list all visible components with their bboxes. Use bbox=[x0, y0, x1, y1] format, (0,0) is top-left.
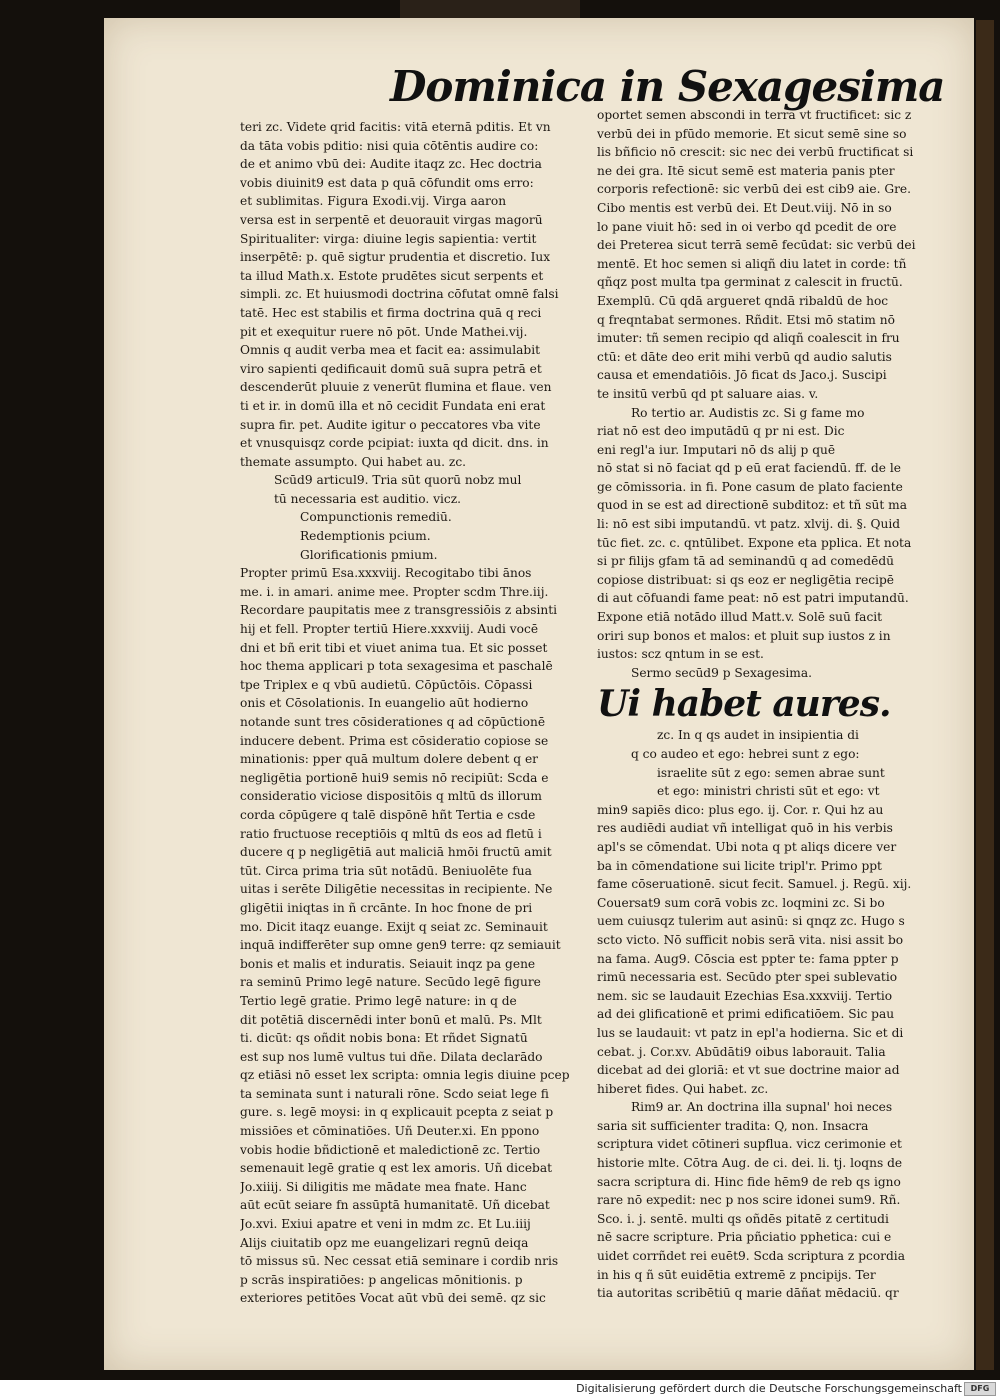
text-line: et vnusquisqz corde pcipiat: iuxta qd dicit. dns. in bbox=[240, 436, 549, 451]
text-line: Tertio legē gratie. Primo legē nature: in q de bbox=[240, 993, 517, 1008]
text-line: lis bñficio nō crescit: sic nec dei verbū fructificat si bbox=[597, 145, 914, 160]
text-line: tō missus sū. Nec cessat etiā seminare i cordib nris bbox=[240, 1254, 559, 1269]
text-line: Glorificationis pmium. bbox=[300, 547, 438, 562]
text-line: in his q ñ sūt euidētia extremē z pncipijs. Ter bbox=[597, 1267, 876, 1282]
text-line: et sublimitas. Figura Exodi.vij. Virga aaron bbox=[240, 194, 507, 209]
text-line: Cibo mentis est verbū dei. Et Deut.viij. Nō in so bbox=[597, 200, 892, 215]
text-line: ge cōmissoria. in fi. Pone casum de plato faciente bbox=[597, 479, 903, 494]
text-line: corda cōpūgere q talē dispōnē hñt Tertia e csde bbox=[240, 807, 536, 822]
text-line: tatē. Hec est stabilis et firma doctrina quā q reci bbox=[240, 305, 542, 320]
text-line: nē sacre scripture. Pria pñciatio pphetica: cui e bbox=[597, 1230, 892, 1245]
text-line: Jo.xvi. Exiui apatre et veni in mdm zc. Et Lu.iiij bbox=[240, 1217, 531, 1232]
text-line: hij et fell. Propter tertiū Hiere.xxxviij. Audi vocē bbox=[240, 622, 539, 637]
right-text-column bbox=[597, 106, 942, 1303]
text-line: est sup nos lumē vultus tui dñe. Dilata declarādo bbox=[240, 1049, 543, 1064]
text-line: consideratio viciose dispositōis q mltū ds illorum bbox=[240, 789, 542, 804]
text-line: semenauit legē gratie q est lex amoris. Uñ dicebat bbox=[240, 1161, 553, 1176]
text-line: teri zc. Videte qrid facitis: vitā eternā pditis. Et vn bbox=[240, 120, 551, 134]
text-line: qz etiāsi nō esset lex scripta: omnia legis diuine pcep bbox=[240, 1068, 570, 1083]
text-line: bonis et malis et induratis. Seiauit inqz pa gene bbox=[240, 956, 536, 971]
text-line: inquā indifferēter sup omne gen9 terre: qz semiauit bbox=[240, 938, 561, 953]
text-line: missiōes et cōminatiōes. Uñ Deuter.xi. En ppono bbox=[240, 1124, 540, 1139]
left-text-column bbox=[240, 118, 580, 1308]
text-line: negligētia portionē hui9 semis nō recipiūt: Scda e bbox=[240, 770, 549, 785]
text-line: q freqntabat sermones. Rñdit. Etsi mō statim nō bbox=[597, 312, 895, 327]
text-line: mentē. Et hoc semen si aliqñ diu latet in corde: tñ bbox=[597, 256, 907, 271]
text-line: dicebat ad dei gloriā: et vt sue doctrine maior ad bbox=[597, 1063, 900, 1078]
text-line: Alijs ciuitatib opz me euangelizari regnū deiqa bbox=[240, 1235, 529, 1250]
text-line: causa et emendatiōis. Jō ficat ds Jaco.j. Suscipi bbox=[597, 368, 887, 383]
text-line: ne dei gra. Itē sicut semē est materia panis pter bbox=[597, 163, 895, 178]
dfg-logo: DFG bbox=[964, 1382, 996, 1396]
text-line: Sermo secūd9 p Sexagesima. bbox=[631, 665, 812, 680]
text-line: versa est in serpentē et deuorauit virgas magorū bbox=[240, 212, 543, 227]
text-line: sacra scriptura di. Hinc fide hēm9 de reb qs igno bbox=[597, 1174, 901, 1189]
text-line: inducere debent. Prima est cōsideratio copiose se bbox=[240, 733, 549, 748]
text-line: ti. dicūt: qs oñdit nobis bona: Et rñdet Signatū bbox=[240, 1031, 528, 1046]
text-line: zc. In q qs audet in insipientia di bbox=[657, 728, 859, 743]
text-line: gure. s. legē moysi: in q explicauit pcepta z seiat p bbox=[240, 1105, 554, 1120]
text-line: Rim9 ar. An doctrina illa supnal' hoi neces bbox=[631, 1100, 893, 1115]
text-line: onis et Cōsolationis. In euangelio aūt hodierno bbox=[240, 696, 529, 711]
text-line: apl's se cōmendat. Ubi nota q pt aliqs dicere ver bbox=[597, 839, 897, 854]
text-line: uem cuiusqz tulerim aut asinū: si qnqz zc. Hugo s bbox=[597, 914, 905, 929]
right-column-bottom-text bbox=[597, 726, 942, 1302]
text-line: viro sapienti qedificauit domū suā supra petrā et bbox=[240, 361, 542, 376]
text-line: dit potētiā discernēdi inter bonū et malū. Ps. Mlt bbox=[240, 1012, 542, 1027]
text-line: hiberet fides. Qui habet. zc. bbox=[597, 1081, 769, 1096]
text-line: hoc thema applicari p tota sexagesima et paschalē bbox=[240, 659, 553, 674]
text-line: Omnis q audit verba mea et facit ea: assimulabit bbox=[240, 343, 541, 358]
text-line: nō stat si nō faciat qd p eū erat faciendū. ff. de le bbox=[597, 461, 901, 476]
text-line: di aut cōfuandi fame peat: nō est patri imputandū. bbox=[597, 591, 909, 606]
text-line: oriri sup bonos et malos: et pluit sup iustos z in bbox=[597, 628, 891, 643]
text-line: saria sit sufficienter tradita: Q, non. Insacra bbox=[597, 1118, 869, 1133]
text-line: ta seminata sunt i naturali rōne. Scdo seiat lege fi bbox=[240, 1086, 549, 1101]
text-line: Exemplū. Cū qdā argueret qndā ribaldū de hoc bbox=[597, 293, 889, 308]
text-line: scto victo. Nō sufficit nobis serā vita. nisi assit bo bbox=[597, 932, 904, 947]
text-line: Spiritualiter: virga: diuine legis sapientia: vertit bbox=[240, 231, 537, 246]
text-line: uitas i serēte Diligētie necessitas in recipiente. Ne bbox=[240, 882, 553, 897]
footer-bar bbox=[0, 1380, 1000, 1397]
text-line: scriptura videt cōtineri supflua. vicz cerimonie et bbox=[597, 1137, 902, 1152]
text-line: ratio fructuose receptiōis q mltū ds eos ad fletū i bbox=[240, 826, 542, 841]
text-line: Ro tertio ar. Audistis zc. Si g fame mo bbox=[631, 405, 865, 420]
page-edge bbox=[976, 20, 994, 1370]
text-line: qñqz post multa tpa germinat z calescit in fructū. bbox=[597, 275, 903, 290]
text-line: ba in cōmendatione sui licite tripl'r. Primo ppt bbox=[597, 858, 882, 873]
text-line: min9 sapiēs dico: plus ego. ij. Cor. r. Qui hz au bbox=[597, 802, 884, 817]
text-line: historie mlte. Cōtra Aug. de ci. dei. li. tj. loqns de bbox=[597, 1156, 903, 1171]
sermon-heading: Ui habet aures. bbox=[597, 683, 891, 726]
text-line: israelite sūt z ego: semen abrae sunt bbox=[657, 765, 885, 780]
text-line: dni et bñ erit tibi et viuet anima tua. Et sic posset bbox=[240, 640, 548, 655]
text-line: me. i. in amari. anime mee. Propter scdm Thre.iij. bbox=[240, 584, 549, 599]
text-line: vobis hodie bñdictionē et maledictionē zc. Tertio bbox=[240, 1142, 541, 1157]
text-line: ducere q p negligētiā aut maliciā hmōi fructū amit bbox=[240, 845, 552, 860]
text-line: q co audeo et ego: hebrei sunt z ego: bbox=[631, 747, 860, 761]
text-line: quod in se est ad directionē subditoz: et tñ sūt ma bbox=[597, 498, 907, 513]
text-line: uidet corrñdet rei euēt9. Scda scriptura z pcordia bbox=[597, 1249, 905, 1264]
text-line: imuter: tñ semen recipio qd aliqñ coalescit in fru bbox=[597, 331, 900, 346]
text-line: tū necessaria est auditio. vicz. bbox=[274, 491, 461, 506]
text-line: ad dei glificationē et primi edificatiōem. Sic pau bbox=[597, 1007, 895, 1022]
text-line: ctū: et dāte deo erit mihi verbū qd audio salutis bbox=[597, 349, 892, 364]
text-line: tūt. Circa prima tria sūt notādū. Beniuolēte fua bbox=[240, 863, 532, 878]
text-line: nem. sic se laudauit Ezechias Esa.xxxviij. Tertio bbox=[597, 988, 893, 1003]
text-line: Compunctionis remediū. bbox=[300, 510, 452, 525]
text-line: Redemptionis pcium. bbox=[300, 529, 431, 544]
text-line: eni regl'a iur. Imputari nō ds alij p quē bbox=[597, 442, 836, 457]
text-line: te insitū verbū qd pt saluare aias. v. bbox=[597, 386, 819, 401]
text-line: rare nō expedit: nec p nos scire idonei sum9. Rñ. bbox=[597, 1193, 901, 1208]
text-line: supra fir. pet. Audite igitur o peccatores vba vite bbox=[240, 417, 541, 432]
text-line: da tāta vobis pditio: nisi quia cōtēntis audire co: bbox=[240, 138, 539, 153]
text-line: ta illud Math.x. Estote prudētes sicut serpents et bbox=[240, 268, 544, 283]
text-line: Expone etiā notādo illud Matt.v. Solē suū facit bbox=[597, 610, 883, 625]
text-line: simpli. zc. Et huiusmodi doctrina cōfutat omnē falsi bbox=[240, 287, 559, 302]
text-line: Jo.xiiij. Si diligitis me mādate mea fnate. Hanc bbox=[240, 1179, 527, 1194]
text-line: rimū necessaria est. Secūdo pter spei sublevatio bbox=[597, 970, 898, 985]
text-line: minationis: pper quā multum dolere debent q er bbox=[240, 752, 538, 767]
text-line: iustos: scz qntum in se est. bbox=[597, 647, 764, 662]
text-line: dei Preterea sicut terrā semē fecūdat: sic verbū dei bbox=[597, 238, 916, 253]
text-line: gligētii iniqtas in ñ crcānte. In hoc fnone de pri bbox=[240, 900, 533, 915]
right-column-top-text bbox=[597, 106, 942, 682]
text-line: p scrās inspiratiōes: p angelicas mōnitionis. p bbox=[240, 1272, 523, 1287]
text-line: riat nō est deo imputādū q pr ni est. Dic bbox=[597, 424, 845, 439]
text-line: exteriores petitōes Vocat aūt vbū dei semē. qz sic bbox=[240, 1291, 546, 1306]
text-line: copiose distribuat: si qs eoz er negligētia recipē bbox=[597, 572, 895, 587]
text-line: li: nō est sibi imputandū. vt patz. xlvij. di. §. Quid bbox=[597, 517, 901, 532]
text-line: verbū dei in pfūdo memorie. Et sicut semē sine so bbox=[597, 126, 907, 141]
text-line: res audiēdi audiat vñ intelligat quō in his verbis bbox=[597, 821, 893, 836]
text-line: tpe Triplex e q vbū audietū. Cōpūctōis. Cōpassi bbox=[240, 677, 533, 692]
text-line: aūt ecūt seiare fn assūptā humanitatē. Uñ dicebat bbox=[240, 1198, 550, 1213]
text-line: pit et exequitur ruere nō pōt. Unde Mathei.vij. bbox=[240, 324, 528, 339]
text-line: si pr filijs gfam tā ad seminandū q ad comedēdū bbox=[597, 554, 894, 569]
text-line: et ego: ministri christi sūt et ego: vt bbox=[657, 784, 880, 799]
text-line: Propter primū Esa.xxxviij. Recogitabo tibi ānos bbox=[240, 566, 532, 581]
text-line: Couersat9 sum corā vobis zc. loqmini zc. Si bo bbox=[597, 895, 885, 910]
text-line: cebat. j. Cor.xv. Abūdāti9 oibus laborauit. Talia bbox=[597, 1044, 886, 1059]
text-line: tūc fiet. zc. c. qntūlibet. Expone eta pplica. Et nota bbox=[597, 535, 912, 550]
text-line: na fama. Aug9. Cōscia est ppter te: fama ppter p bbox=[597, 951, 899, 966]
text-line: oportet semen abscondi in terra vt fructificet: sic z bbox=[597, 108, 912, 122]
text-line: ti et ir. in domū illa et nō cecidit Fundata eni erat bbox=[240, 398, 546, 413]
funding-notice: Digitalisierung gefördert durch die Deutsche Forschungsgemeinschaft bbox=[576, 1382, 962, 1395]
text-line: corporis refectionē: sic verbū dei est cib9 aie. Gre. bbox=[597, 182, 911, 197]
text-line: themate assumpto. Qui habet au. zc. bbox=[240, 454, 467, 469]
text-line: Recordare paupitatis mee z transgressiōis z absinti bbox=[240, 603, 558, 618]
text-line: inserpētē: p. quē sigtur prudentia et discretio. Iux bbox=[240, 250, 551, 265]
text-line: fame cōseruationē. sicut fecit. Samuel. j. Regū. xij. bbox=[597, 877, 912, 892]
text-line: lus se laudauit: vt patz in epl'a hodierna. Sic et di bbox=[597, 1025, 904, 1040]
text-line: lo pane viuit hō: sed in oi verbo qd pcedit de ore bbox=[597, 219, 897, 234]
text-line: ra seminū Primo legē nature. Secūdo legē figure bbox=[240, 975, 541, 990]
text-line: Sco. i. j. sentē. multi qs oñdēs pitatē z certitudi bbox=[597, 1211, 889, 1226]
running-head: Dominica in Sexagesima bbox=[390, 62, 945, 111]
text-line: vobis diuinit9 est data p quā cōfundit oms erro: bbox=[240, 175, 534, 190]
text-line: Scūd9 articul9. Tria sūt quorū nobz mul bbox=[274, 473, 522, 488]
text-line: tia autoritas scribētiū q marie dāñat mēdaciū. qr bbox=[597, 1286, 899, 1301]
text-line: descenderūt pluuie z venerūt flumina et flaue. ven bbox=[240, 380, 552, 395]
text-line: mo. Dicit itaqz euange. Exijt q seiat zc. Seminauit bbox=[240, 919, 548, 934]
text-line: notande sunt tres cōsiderationes q ad cōpūctionē bbox=[240, 715, 546, 729]
text-line: de et animo vbū dei: Audite itaqz zc. Hec doctria bbox=[240, 157, 542, 172]
